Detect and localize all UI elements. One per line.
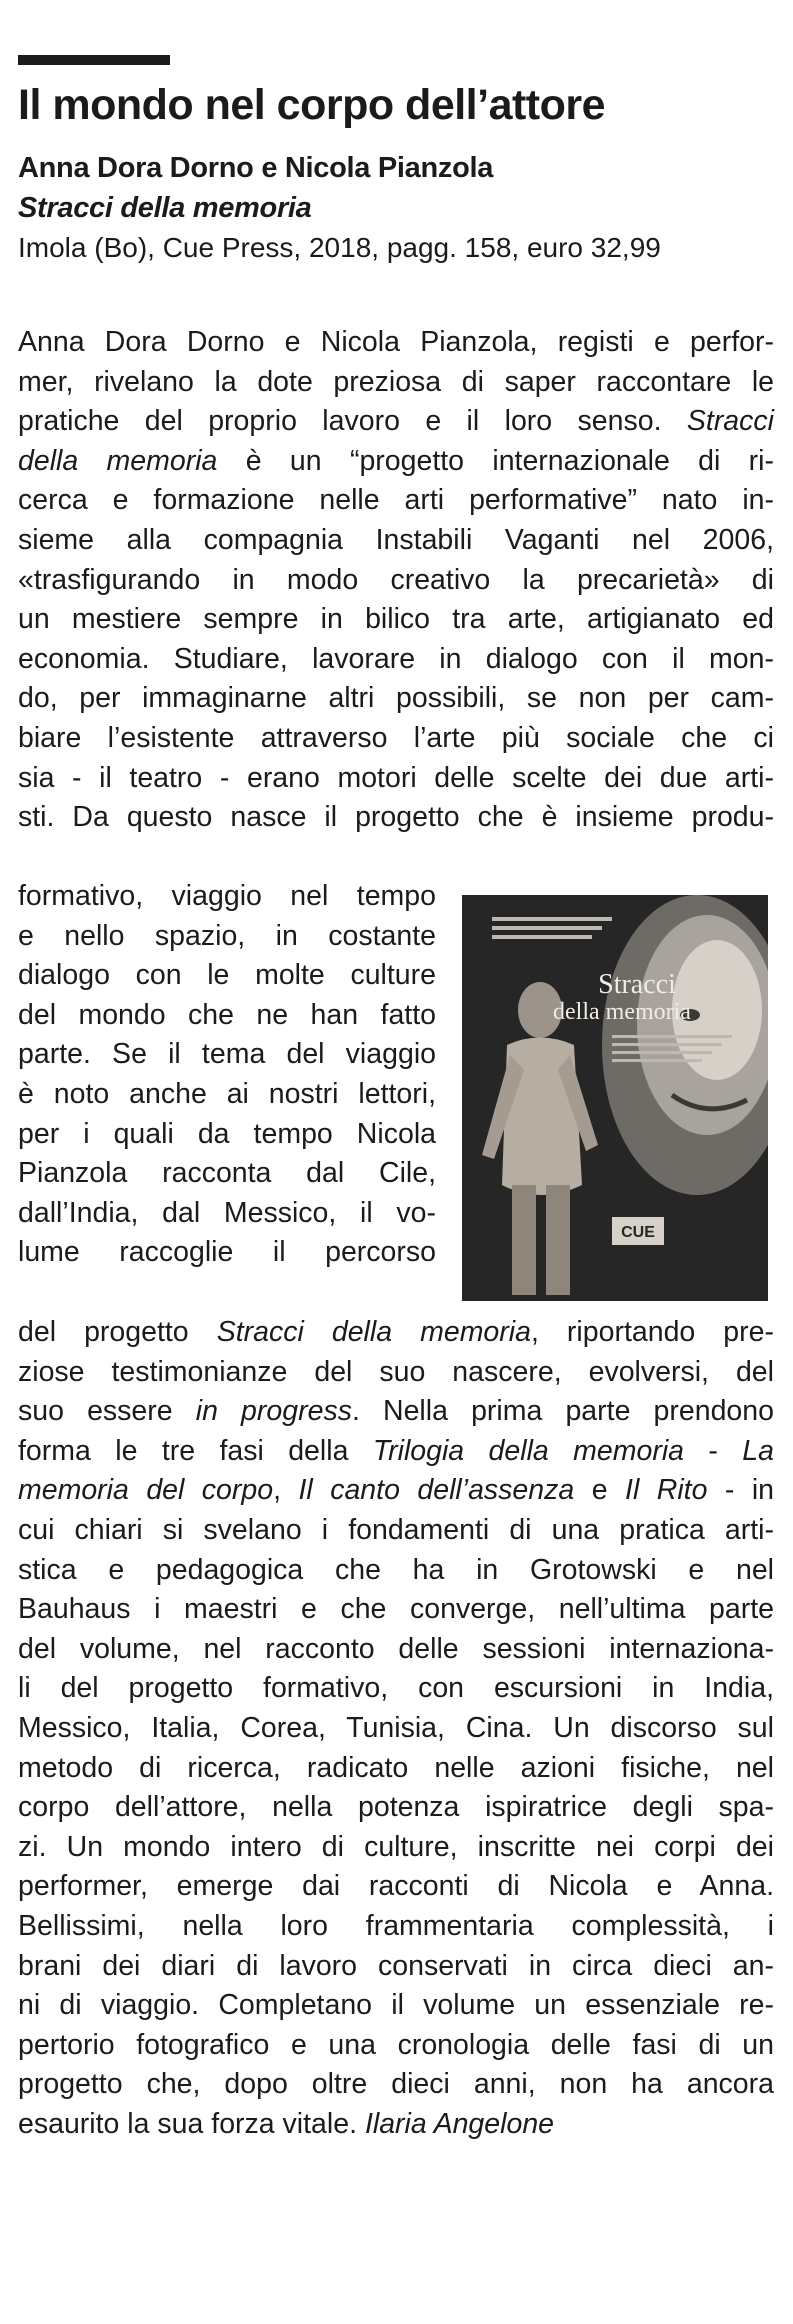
text-line: formativo, viaggio nel tempo	[18, 880, 436, 912]
text-line: Bauhaus i maestri e che converge, nell’ultima parte	[18, 1593, 774, 1626]
text-line: Anna Dora Dorno e Nicola Pianzola, registi e perfor-	[18, 326, 774, 358]
text-line: memoria del corpo, Il canto dell’assenza e Il Rito - in	[18, 1474, 775, 1507]
text-line: sia - il teatro - erano motori delle scelte dei due arti-	[18, 761, 774, 794]
text-line: Pianzola racconta dal Cile,	[18, 1157, 436, 1190]
text-line: metodo di ricerca, radicato nelle azioni fisiche, nel	[18, 1751, 774, 1784]
text-line: parte. Se il tema del viaggio	[18, 1038, 436, 1071]
text-line: do, per immaginarne altri possibili, se non per cam-	[18, 682, 774, 715]
cover-publisher-mark: CUE	[621, 1224, 655, 1241]
publication-info: Imola (Bo), Cue Press, 2018, pagg. 158, euro 32,99	[18, 232, 661, 263]
text-line: pertorio fotografico e una cronologia delle fasi di un	[18, 2028, 774, 2061]
text-line: del progetto Stracci della memoria, riportando pre-	[18, 1316, 774, 1348]
text-line: ziose testimonianze del suo nascere, evolversi, del	[18, 1355, 774, 1388]
text-line: brani dei diari di lavoro conservati in circa dieci an-	[18, 1949, 774, 1982]
text-line: Messico, Italia, Corea, Tunisia, Cina. Un discorso sul	[18, 1711, 774, 1744]
text-line: un mestiere sempre in bilico tra arte, artigianato ed	[18, 603, 774, 636]
text-line: ni di viaggio. Completano il volume un essenziale re-	[18, 1989, 774, 2022]
review-paragraph-2	[18, 877, 436, 1273]
text-line: zi. Un mondo intero di culture, inscritte nei corpi dei	[18, 1830, 774, 1863]
article-title: Il mondo nel corpo dell’attore	[18, 81, 606, 129]
section-rule	[18, 55, 170, 65]
book-cover-image	[462, 895, 768, 1301]
text-line: del mondo che ne han fatto	[18, 998, 436, 1031]
cover-title-line-1: Stracci	[598, 969, 676, 1000]
text-line: corpo dell’attore, nella potenza ispiratrice degli spa-	[18, 1791, 774, 1824]
book-cover-illustration	[462, 895, 768, 1301]
text-line: Bellissimi, nella loro frammentaria complessità, i	[18, 1909, 774, 1942]
text-line: suo essere in progress. Nella prima parte prendono	[18, 1395, 774, 1428]
text-line: lume raccoglie il percorso	[18, 1236, 436, 1269]
text-line: cerca e formazione nelle arti performative” nato in-	[18, 484, 774, 517]
text-line: del volume, nel racconto delle sessioni internaziona-	[18, 1632, 774, 1665]
text-line: è noto anche ai nostri lettori,	[18, 1077, 436, 1110]
text-line: progetto che, dopo oltre dieci anni, non ha ancora	[18, 2068, 774, 2101]
text-line: mer, rivelano la dote preziosa di saper raccontare le	[18, 365, 774, 398]
review-paragraph-1	[18, 323, 774, 838]
text-line: e nello spazio, in costante	[18, 919, 436, 952]
text-line: forma le tre fasi della Trilogia della memoria - La	[18, 1434, 774, 1467]
text-line: «trasfigurando in modo creativo la precarietà» di	[18, 563, 774, 596]
text-line: sti. Da questo nasce il progetto che è insieme produ-	[18, 801, 774, 834]
review-signature: Ilaria Angelone	[364, 2107, 555, 2140]
text-line: cui chiari si svelano i fondamenti di una pratica arti-	[18, 1513, 774, 1546]
text-line: dall’India, dal Messico, il vo-	[18, 1196, 436, 1229]
review-paragraph-3	[18, 1313, 774, 2144]
text-line: sieme alla compagnia Instabili Vaganti nel 2006,	[18, 523, 774, 556]
cover-title-line-2: della memoria	[553, 999, 691, 1025]
text-line: della memoria è un “progetto internazionale di ri-	[18, 444, 774, 477]
text-line: performer, emerge dai racconti di Nicola e Anna.	[18, 1870, 774, 1903]
text-line: esaurito la sua forza vitale. Ilaria Angelone	[18, 2107, 555, 2140]
text-line: per i quali da tempo Nicola	[18, 1117, 436, 1150]
book-title: Stracci della memoria	[18, 192, 312, 224]
text-line: economia. Studiare, lavorare in dialogo con il mon-	[18, 642, 774, 675]
text-line: pratiche del proprio lavoro e il loro senso. Stracci	[18, 405, 774, 438]
text-line: stica e pedagogica che ha in Grotowski e nel	[18, 1553, 774, 1586]
text-line: li del progetto formativo, con escursioni in India,	[18, 1672, 774, 1705]
text-line: biare l’esistente attraverso l’arte più sociale che ci	[18, 721, 774, 754]
text-line: dialogo con le molte culture	[18, 959, 436, 992]
book-authors: Anna Dora Dorno e Nicola Pianzola	[18, 152, 494, 184]
